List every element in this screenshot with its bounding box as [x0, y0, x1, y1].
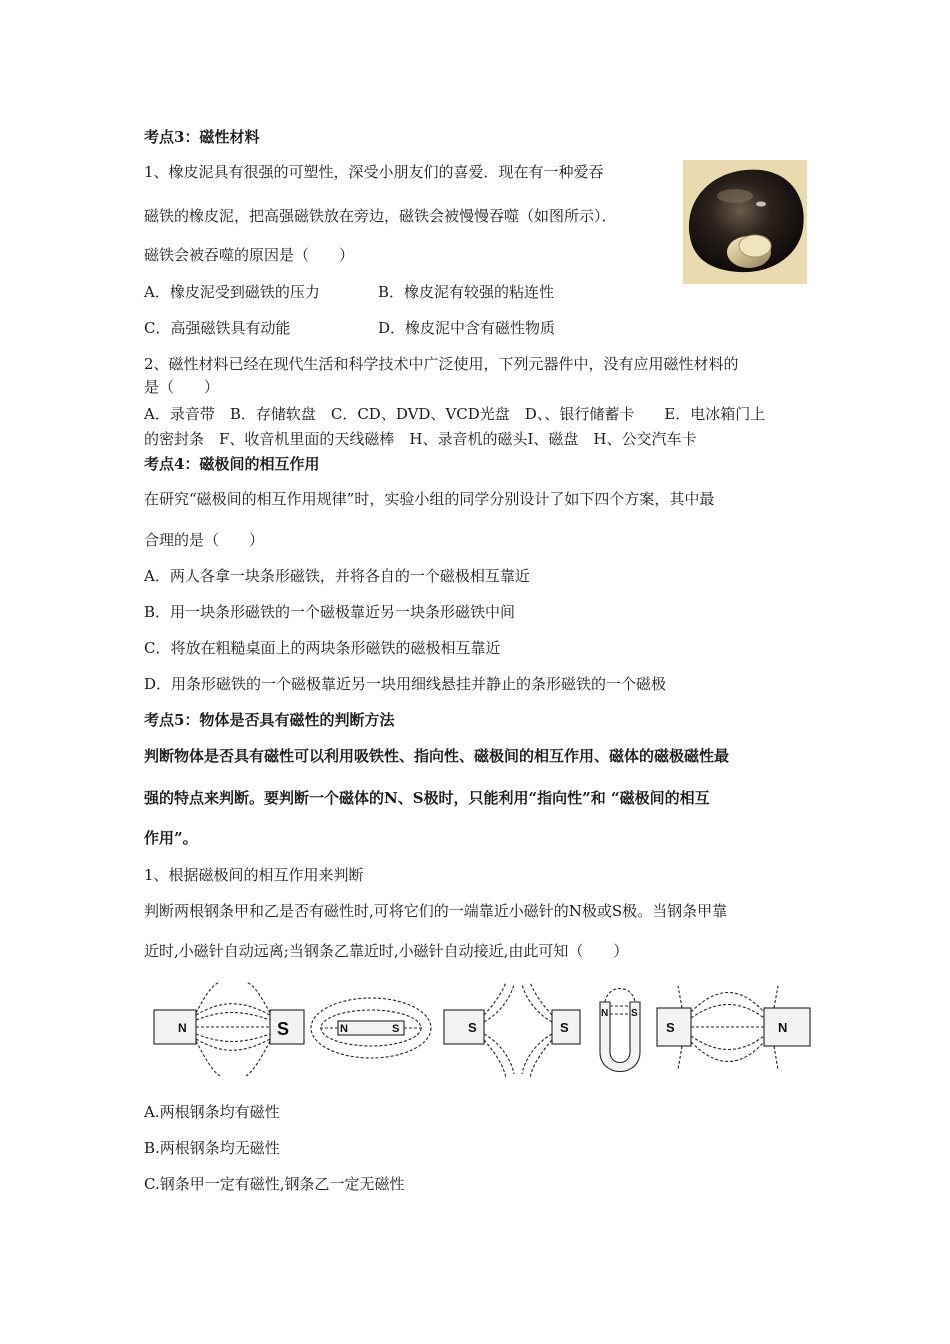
- section4-option-b: B．用一块条形磁铁的一个磁极靠近另一块条形磁铁中间: [144, 603, 516, 621]
- label-n: N: [178, 1021, 187, 1035]
- label-s: S: [277, 1019, 290, 1039]
- label-s: S: [631, 1008, 638, 1019]
- q1-option-c: C．高强磁铁具有动能: [144, 319, 291, 337]
- label-n: N: [778, 1020, 788, 1035]
- putty-magnet-photo: [683, 160, 807, 284]
- q1-line2: 磁铁的橡皮泥，把高强磁铁放在旁边，磁铁会被慢慢吞噬（如图所示）．: [144, 207, 617, 225]
- section4-option-a: A．两人各拿一块条形磁铁，并将各自的一个磁极相互靠近: [144, 567, 530, 585]
- section5-bold-line3: 作用”。: [144, 829, 198, 847]
- section5-sub1: 1、根据磁极间的相互作用来判断: [144, 866, 364, 884]
- q1-option-b: B．橡皮泥有较强的粘连性: [378, 283, 555, 301]
- section5-option-c: C.钢条甲一定有磁性,钢条乙一定无磁性: [144, 1175, 405, 1193]
- section5-question-line2: 近时,小磁针自动远离;当钢条乙靠近时,小磁针自动接近,由此可知（ ）: [144, 942, 629, 960]
- q2-line3: A．录音带 B．存储软盘 C．CD、DVD、VCD光盘 D、、银行储蓄卡 E．电冰箱门上: [144, 405, 766, 423]
- q1-line1: 1、橡皮泥具有很强的可塑性，深受小朋友们的喜爱．现在有一种爱吞: [144, 163, 604, 181]
- q2-line2: 是（ ）: [144, 378, 220, 396]
- label-s: S: [666, 1020, 675, 1035]
- label-s: S: [560, 1020, 569, 1035]
- section4-option-d: D．用条形磁铁的一个磁极靠近另一块用细线悬挂并静止的条形磁铁的一个磁极: [144, 675, 667, 693]
- label-n: N: [601, 1008, 609, 1019]
- section4-option-c: C．将放在粗糙桌面上的两块条形磁铁的磁极相互靠近: [144, 639, 501, 657]
- section5-question-line1: 判断两根钢条甲和乙是否有磁性时,可将它们的一端靠近小磁针的N极或S极。当钢条甲靠: [144, 902, 728, 920]
- q2-line4: 的密封条 F、收音机里面的天线磁棒 H、录音机的磁头I、磁盘 H、公交汽车卡: [144, 430, 697, 448]
- section5-bold-line1: 判断物体是否具有磁性可以利用吸铁性、指向性、磁极间的相互作用、磁体的磁极磁性最: [144, 747, 730, 765]
- q2-line1: 2、磁性材料已经在现代生活和科学技术中广泛使用，下列元器件中，没有应用磁性材料的: [144, 355, 739, 373]
- section5-option-a: A.两根钢条均有磁性: [144, 1103, 280, 1121]
- q1-option-d: D．橡皮泥中含有磁性物质: [378, 319, 556, 337]
- section5-option-b: B.两根钢条均无磁性: [144, 1139, 280, 1157]
- q1-line3: 磁铁会被吞噬的原因是（ ）: [144, 246, 355, 264]
- section5-bold-line2: 强的特点来判断。要判断一个磁体的N、S极时，只能利用“指向性”和 “磁极间的相互: [144, 789, 710, 807]
- label-n: N: [340, 1023, 348, 1035]
- magnetic-field-diagram: [152, 980, 812, 1085]
- section5-title: 考点5：物体是否具有磁性的判断方法: [144, 711, 395, 729]
- section4-line2: 合理的是（ ）: [144, 531, 265, 549]
- section4-line1: 在研究“磁极间的相互作用规律”时，实验小组的同学分别设计了如下四个方案，其中最: [144, 490, 715, 508]
- label-s: S: [392, 1023, 400, 1035]
- q1-option-a: A．橡皮泥受到磁铁的压力: [144, 283, 320, 301]
- section3-title: 考点3：磁性材料: [144, 128, 260, 146]
- section4-title: 考点4：磁极间的相互作用: [144, 455, 320, 473]
- label-s: S: [468, 1020, 477, 1035]
